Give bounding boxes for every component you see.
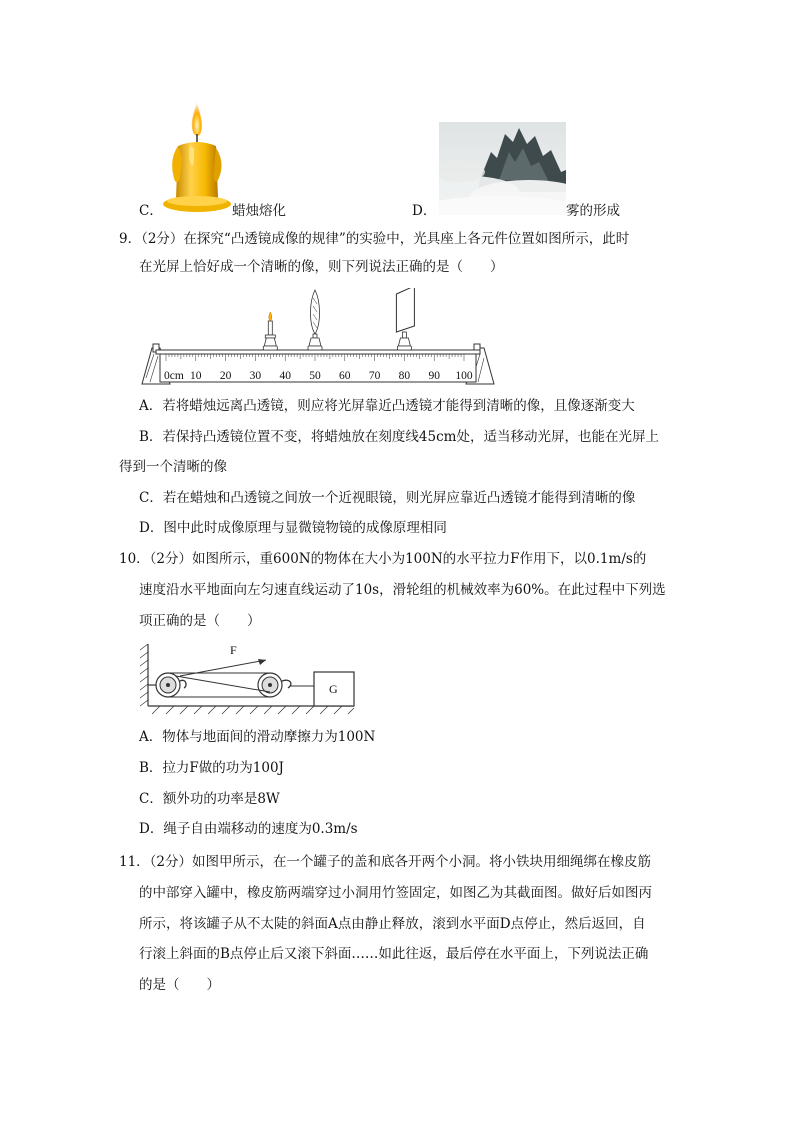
option-b: B．拉力F做的功为100J <box>139 760 284 776</box>
light-screen-component <box>396 288 414 350</box>
question-stem: 在光屏上恰好成一个清晰的像，则下列说法正确的是（ ） <box>139 259 504 275</box>
optical-bench-diagram <box>140 288 496 386</box>
candle-component <box>263 312 277 350</box>
question-stem: 速度沿水平地面向左匀速直线运动了10s，滑轮组的机械效率为60%。在此过程中下列选 <box>139 582 666 598</box>
question-stem: 的中部穿入罐中，橡皮筋两端穿过小洞用竹签固定，如图乙为其截面图。做好后如图丙 <box>139 885 652 901</box>
option-letter: C． <box>139 203 163 219</box>
ruler-label: 40 <box>279 370 291 382</box>
option-a: A．若将蜡烛远离凸透镜，则应将光屏靠近凸透镜才能得到清晰的像，且像逐渐变大 <box>139 398 635 414</box>
ruler-label: 20 <box>219 370 232 382</box>
convex-lens-component <box>308 290 322 350</box>
question-stem: 行滚上斜面的B点停止后又滚下斜面……如此往返，最后停在水平面上，下列说法正确 <box>139 946 649 962</box>
option-text: 雾的形成 <box>566 203 620 219</box>
force-arrow <box>180 660 266 676</box>
question-stem: 所示，将该罐子从不太陡的斜面A点由静止释放，滚到水平面D点停止，然后返回，自 <box>139 916 646 932</box>
ruler-label: 70 <box>368 370 381 382</box>
question-stem: 项正确的是（ ） <box>139 613 261 629</box>
ruler-label: 0cm <box>164 370 184 382</box>
option-b-continued: 得到一个清晰的像 <box>119 459 227 475</box>
ruler-label: 30 <box>249 370 262 382</box>
ruler-label: 10 <box>190 370 202 382</box>
option-d: D．绳子自由端移动的速度为0.3m/s <box>139 821 358 837</box>
question-stem: 的是（ ） <box>139 977 220 993</box>
bench-rail <box>156 350 480 354</box>
question-stem: 9．（2分）在探究“凸透镜成像的规律”的实验中，光具座上各元件位置如图所示，此时 <box>119 231 630 247</box>
option-b: B．若保持凸透镜位置不变，将蜡烛放在刻度线45cm处，适当移动光屏，也能在光屏上 <box>139 429 659 445</box>
option-letter: D． <box>412 203 437 219</box>
option-text: 蜡烛熔化 <box>232 203 286 219</box>
question-stem: 11．（2分）如图甲所示，在一个罐子的盖和底各开两个小洞。将小铁块用细绳绑在橡皮筋 <box>119 854 652 870</box>
force-label: F <box>230 643 237 657</box>
block-label: G <box>329 682 338 696</box>
pulley-system-diagram <box>140 640 358 716</box>
question-stem: 10．（2分）如图所示，重600N的物体在大小为100N的水平拉力F作用下，以0.1m/s的 <box>119 551 647 567</box>
ruler-label: 90 <box>428 370 440 382</box>
ruler-label: 80 <box>398 370 411 382</box>
option-c: C．若在蜡烛和凸透镜之间放一个近视眼镜，则光屏应靠近凸透镜才能得到清晰的像 <box>139 490 636 506</box>
ruler-label: 60 <box>339 370 351 382</box>
candle-melting-image <box>160 100 234 216</box>
fog-mountain-image <box>439 122 566 215</box>
option-d: D．图中此时成像原理与显微镜物镜的成像原理相同 <box>139 520 447 536</box>
ruler-label: 50 <box>309 370 321 382</box>
option-a: A．物体与地面间的滑动摩擦力为100N <box>139 729 376 745</box>
option-c: C．额外功的功率是8W <box>139 791 280 807</box>
ruler-label: 100 <box>455 370 473 382</box>
